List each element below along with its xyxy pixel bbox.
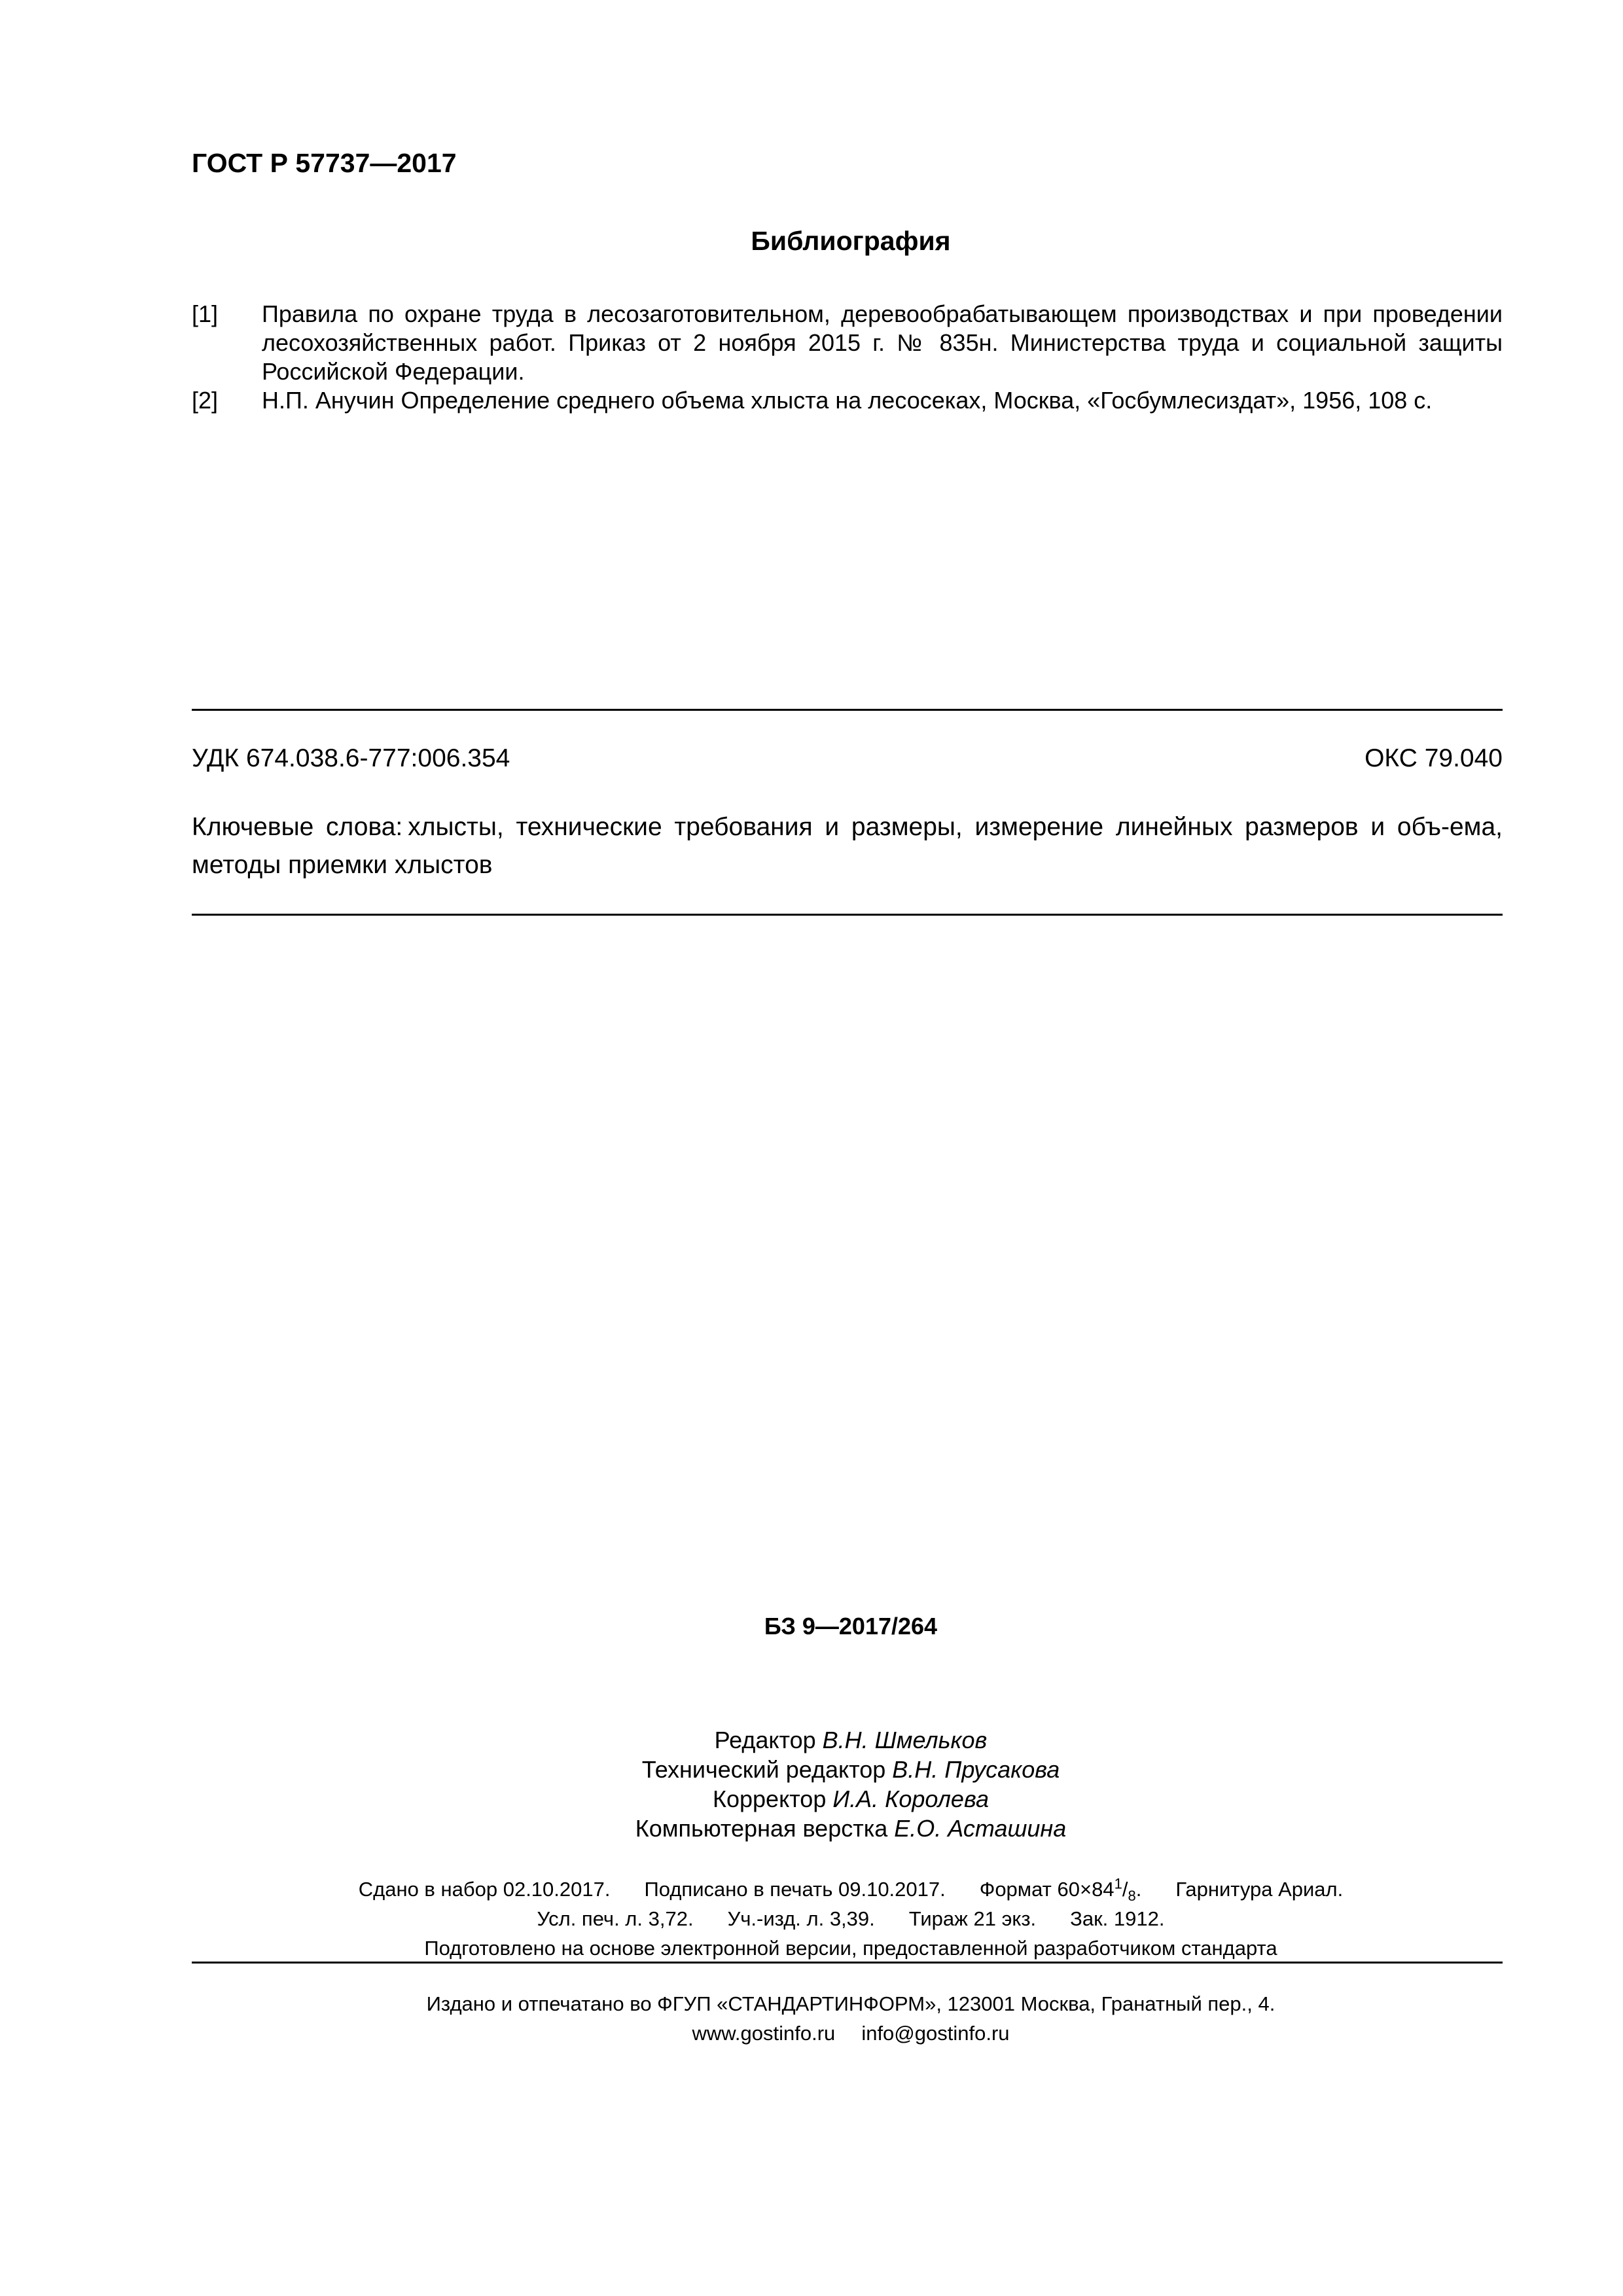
bibliography-item-text: Правила по охране труда в лесозаготовительном, деревообрабатывающем производствах и при проведении лесохозяйственных работ. Приказ от 2 ноября 2015 г. № 835н. Министерства труда и социальной защиты Российской Федерации.: [262, 300, 1503, 385]
imprint-order: Зак. 1912.: [1070, 1907, 1165, 1930]
document-code: ГОСТ Р 57737—2017: [192, 148, 457, 178]
divider: [192, 1962, 1503, 1964]
bibliography-item: [192, 386, 1503, 415]
staff-name: Е.О. Асташина: [894, 1815, 1067, 1842]
staff-name: В.Н. Прусакова: [892, 1756, 1060, 1783]
staff-name: В.Н. Шмельков: [822, 1727, 988, 1753]
imprint-print-sheets: Усл. печ. л. 3,72.: [537, 1907, 694, 1930]
staff-line: [0, 1814, 1623, 1843]
oks-code: ОКС 79.040: [1364, 744, 1503, 772]
imprint: [0, 1874, 1623, 1963]
publisher-line: Издано и отпечатано во ФГУП «СТАНДАРТИНФОРМ», 123001 Москва, Гранатный пер., 4.: [426, 1992, 1275, 2015]
divider: [192, 709, 1503, 711]
staff-credits: [0, 1725, 1623, 1843]
staff-role: Компьютерная верстка: [635, 1815, 888, 1842]
staff-line: [0, 1725, 1623, 1755]
imprint-prepared: Подготовлено на основе электронной версии, предоставленной разработчиком стандарта: [424, 1937, 1277, 1960]
staff-role: Технический редактор: [641, 1756, 886, 1783]
staff-role: Корректор: [713, 1785, 827, 1812]
publisher-website-link[interactable]: www.gostinfo.ru: [692, 2022, 836, 2045]
bibliography-item-number: [2]: [192, 387, 219, 414]
bibliography-item-number: [1]: [192, 300, 219, 327]
imprint-typeface: Гарнитура Ариал.: [1175, 1878, 1344, 1901]
imprint-pub-sheets: Уч.-изд. л. 3,39.: [727, 1907, 875, 1930]
imprint-line-1: [0, 1874, 1623, 1904]
bz-number: БЗ 9—2017/264: [764, 1613, 938, 1640]
keywords-label: Ключевые слова:: [192, 813, 403, 841]
imprint-format: Формат $60\times 84^1/_8$.: [979, 1875, 1142, 1905]
publisher-contacts: [0, 2018, 1623, 2048]
publisher-info: [0, 1989, 1623, 2048]
keywords-text: хлысты, технические требования и размеры, измерение линейных размеров и объ-ема, методы приемки хлыстов: [192, 813, 1503, 879]
udk-code: УДК 674.038.6-777:006.354: [192, 744, 510, 772]
imprint-line-2: [0, 1904, 1623, 1933]
staff-line: [0, 1784, 1623, 1814]
bibliography-item-text: Н.П. Анучин Определение среднего объема хлыста на лесосеках, Москва, «Госбумлесиздат», 1956, 108 с.: [262, 387, 1433, 414]
staff-role: Редактор: [714, 1727, 816, 1753]
keywords: [192, 808, 1503, 884]
bibliography-item: [192, 300, 1503, 386]
bibliography-title: Библиография: [751, 226, 951, 256]
staff-name: И.А. Королева: [832, 1785, 989, 1812]
imprint-run: Тираж 21 экз.: [908, 1907, 1037, 1930]
publisher-email-link[interactable]: info@gostinfo.ru: [861, 2022, 1010, 2045]
staff-line: [0, 1755, 1623, 1784]
imprint-signed: Подписано в печать 09.10.2017.: [644, 1878, 946, 1901]
divider: [192, 914, 1503, 916]
imprint-submitted: Сдано в набор 02.10.2017.: [358, 1878, 611, 1901]
